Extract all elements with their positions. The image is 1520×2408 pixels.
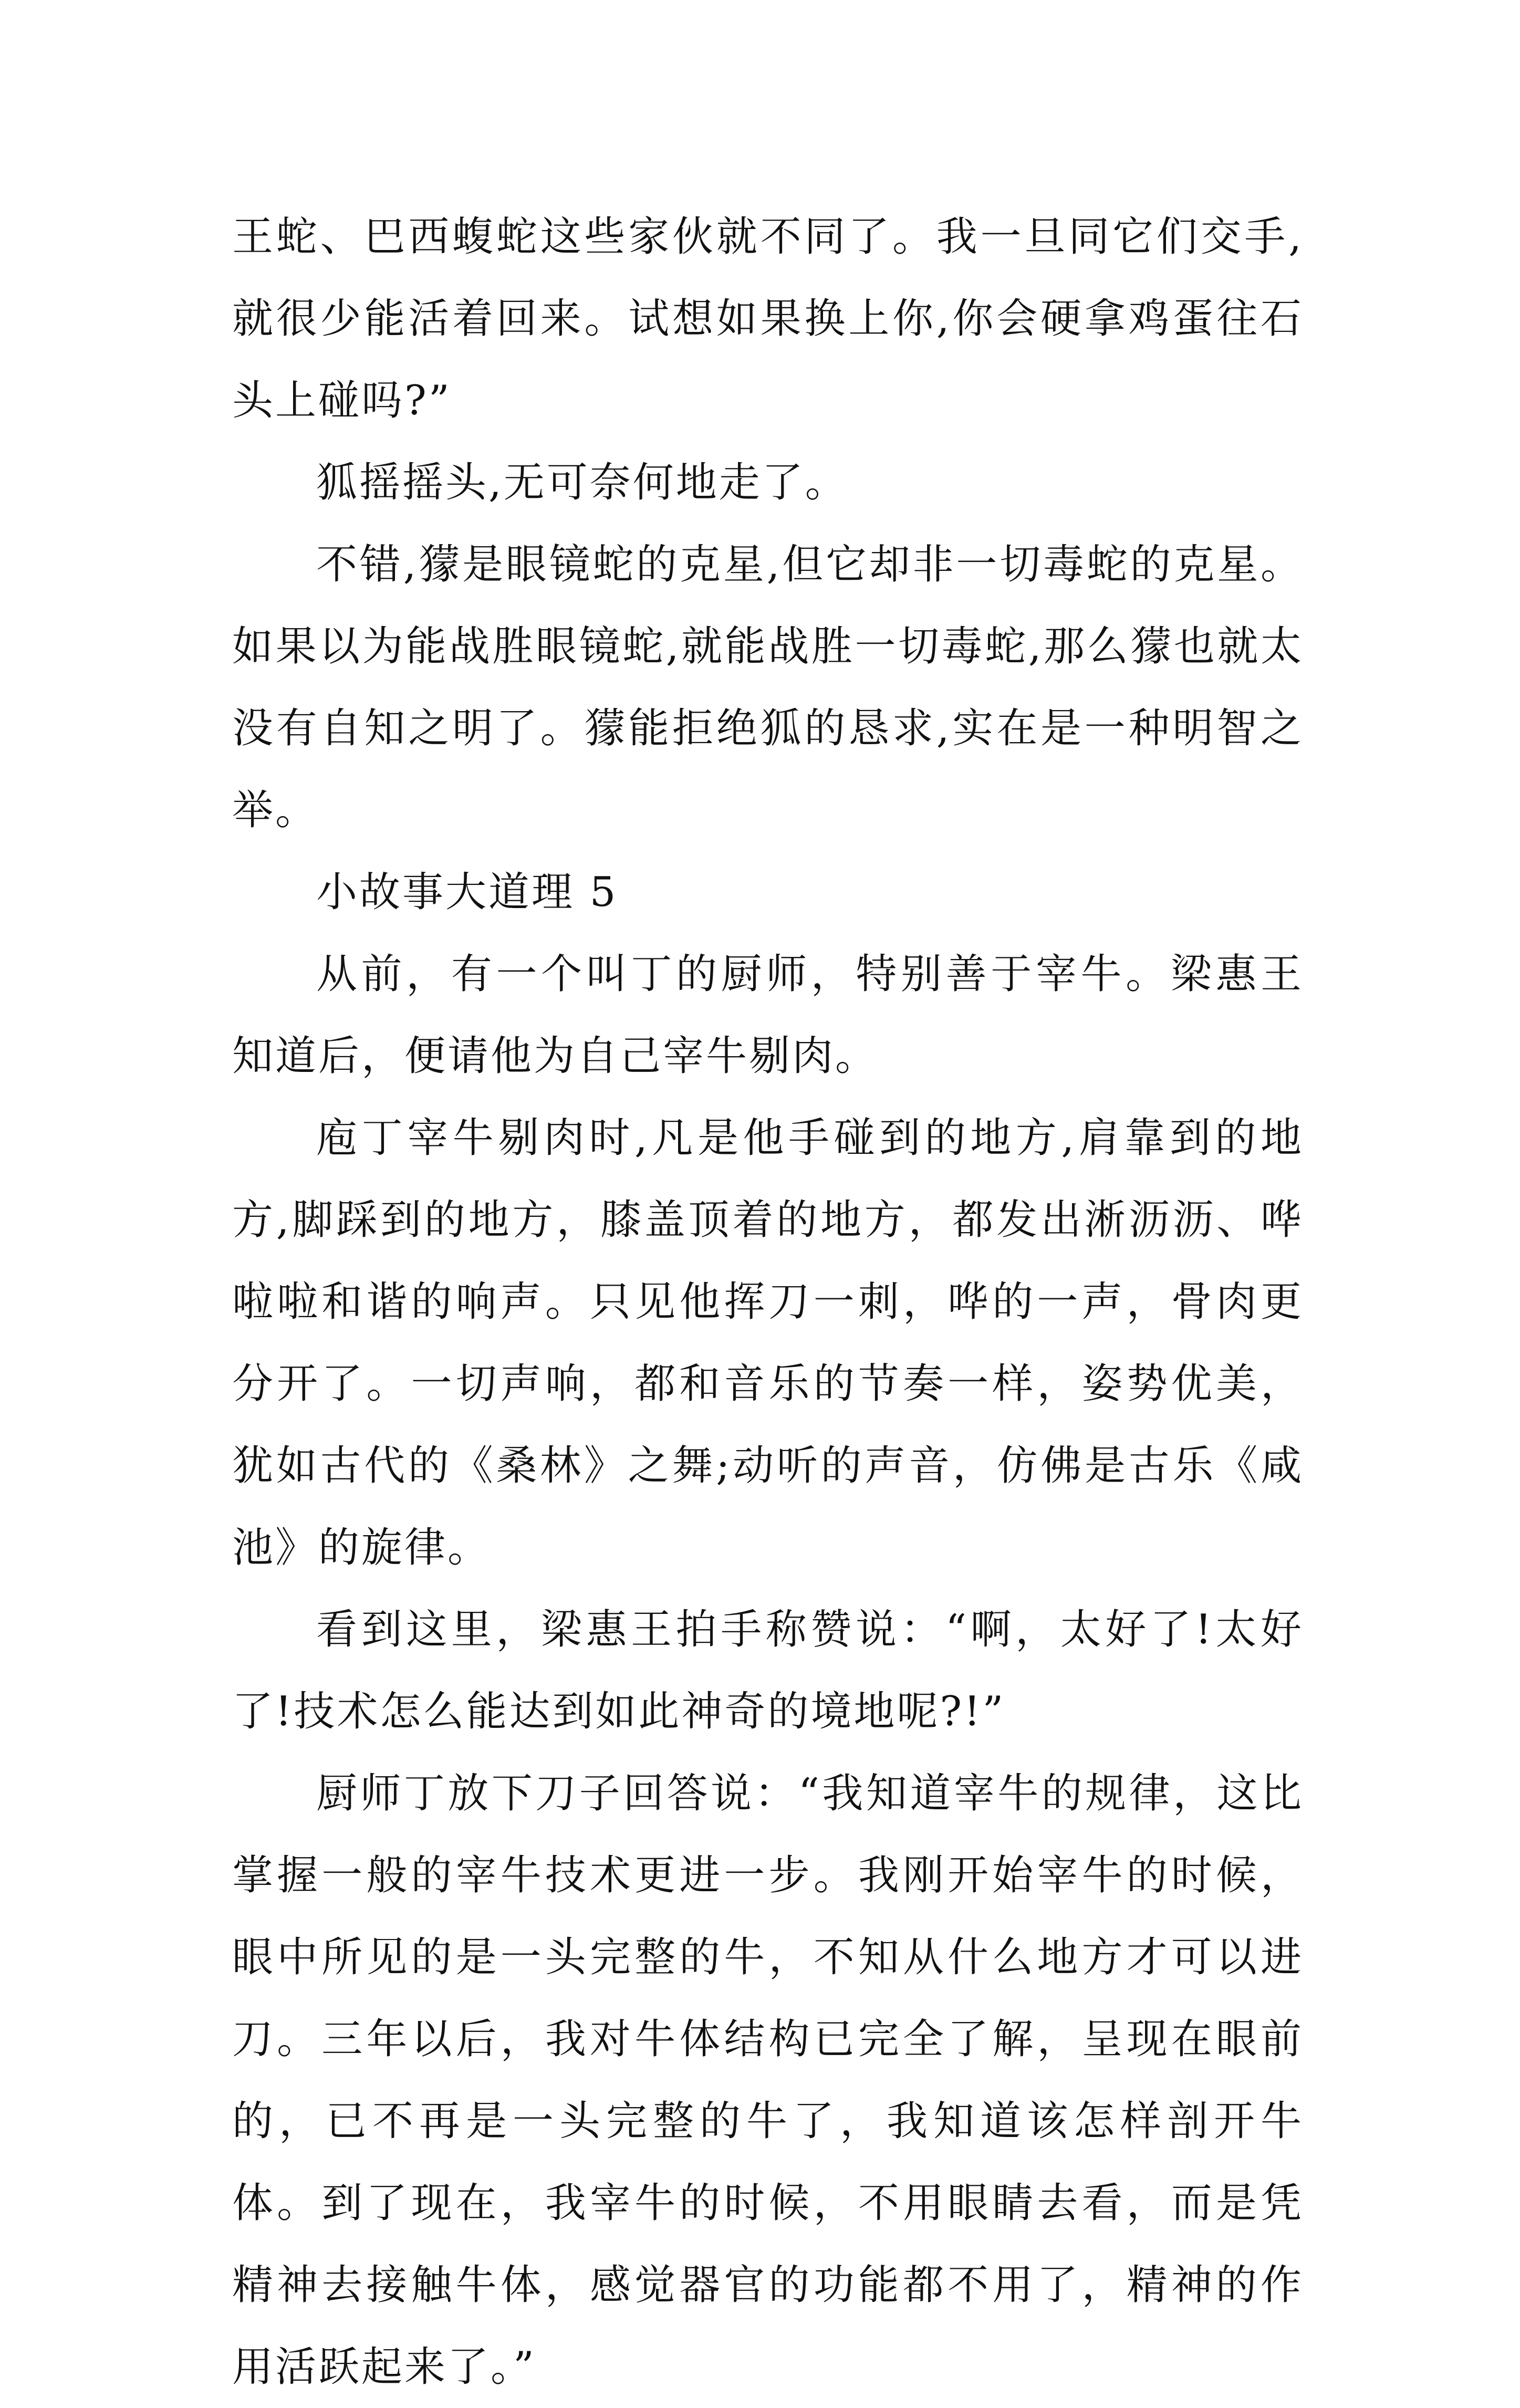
paragraph-5: 从前，有一个叫丁的厨师，特别善于宰牛。梁惠王知道后，便请他为自己宰牛剔肉。: [232, 951, 1304, 1080]
section-heading: 小故事大道理 5: [316, 869, 618, 916]
paragraph-7: 看到这里，梁惠王拍手称赞说：“啊，太好了!太好了!技术怎么能达到如此神奇的境地呢?!”: [232, 1606, 1304, 1735]
paragraph-8: 厨师丁放下刀子回答说：“我知道宰牛的规律，这比掌握一般的宰牛技术更进一步。我刚开始宰牛的时候，眼中所见的是一头完整的牛，不知从什么地方才可以进刀。三年以后，我对牛体结构已完全了解，呈现在眼前的，已不再是一头完整的牛了，我知道该怎样剖开牛体。到了现在，我宰牛的时候，不用眼睛去看，而是凭精神去接触牛体，感觉器官的功能都不用了，精神的作用活跃起来了。”: [232, 1770, 1304, 2391]
paragraph-3: 不错,獴是眼镜蛇的克星,但它却非一切毒蛇的克星。如果以为能战胜眼镜蛇,就能战胜一切毒蛇,那么獴也就太没有自知之明了。獴能拒绝狐的恳求,实在是一种明智之举。: [232, 541, 1304, 834]
body-text: [232, 196, 1304, 2408]
paragraph-1: 王蛇、巴西蝮蛇这些家伙就不同了。我一旦同它们交手,就很少能活着回来。试想如果换上你,你会硬拿鸡蛋往石头上碰吗?”: [232, 213, 1304, 424]
paragraph-2: 狐摇摇头,无可奈何地走了。: [316, 459, 848, 506]
paragraph-6: 庖丁宰牛剔肉时,凡是他手碰到的地方,肩靠到的地方,脚踩到的地方，膝盖顶着的地方，都发出淅沥沥、哗啦啦和谐的响声。只见他挥刀一刺，哗的一声，骨肉更分开了。一切声响，都和音乐的节奏一样，姿势优美，犹如古代的《桑林》之舞;动听的声音，仿佛是古乐《咸池》的旋律。: [232, 1114, 1304, 1571]
